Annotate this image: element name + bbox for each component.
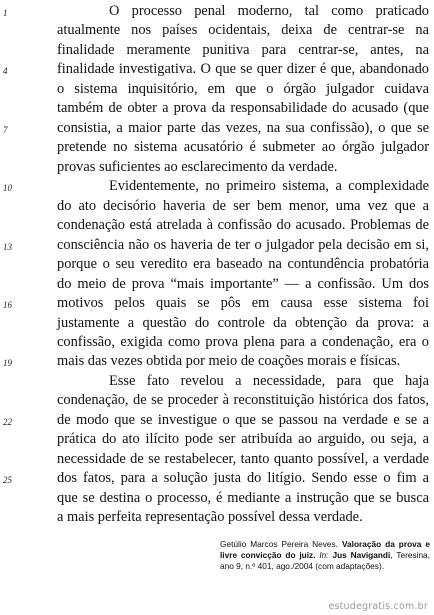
text-line bbox=[3, 2, 429, 21]
text-line bbox=[57, 489, 429, 508]
text-line bbox=[3, 352, 429, 371]
text-line bbox=[57, 80, 429, 99]
text-line bbox=[57, 158, 429, 177]
line-text: prática do ato ilícito pode ser atribuída ao arguido, ou seja, a bbox=[57, 431, 429, 448]
line-text: motivos pelos quais se pôs em causa esse sistema foi bbox=[57, 295, 429, 312]
line-number: 1 bbox=[3, 8, 8, 18]
line-number: 25 bbox=[3, 475, 12, 486]
line-number: 22 bbox=[3, 416, 12, 427]
line-text: provas suficientes ao esclarecimento da verdade. bbox=[57, 158, 338, 175]
text-line bbox=[57, 41, 429, 60]
line-number: 10 bbox=[3, 183, 12, 194]
citation bbox=[220, 539, 430, 573]
line-number: 7 bbox=[3, 124, 8, 135]
text-line bbox=[57, 508, 429, 527]
line-text: atualmente nos países ocidentais, deixa de centrar-se na bbox=[57, 22, 429, 39]
line-text: consciência não os haveria de ter o julgador pela decisão em si, bbox=[57, 236, 429, 253]
line-text: de modo que se investigue o que se passou na verdade e se a bbox=[57, 411, 429, 428]
line-text: finalidade meramente punitiva para centrar-se, antes, na bbox=[57, 41, 429, 58]
text-line bbox=[3, 60, 429, 79]
line-text: porque o seu veredito era baseado na contundência probatória bbox=[57, 256, 429, 273]
text-line bbox=[57, 255, 429, 274]
line-text: o sistema inquisitório, em que o órgão julgador cuidava bbox=[57, 80, 429, 97]
text-line bbox=[3, 294, 429, 313]
line-text: do meio de prova “mais importante” — a confissão. Um dos bbox=[57, 275, 429, 292]
citation-in-label: In: bbox=[319, 550, 329, 561]
line-text: Evidentemente, no primeiro sistema, a complexidade bbox=[109, 178, 429, 195]
citation-journal: Jus Navigandi bbox=[332, 550, 391, 561]
line-number: 16 bbox=[3, 300, 12, 311]
line-text: O processo penal moderno, tal como praticado bbox=[109, 3, 429, 19]
text-line bbox=[57, 391, 429, 410]
text-line bbox=[3, 469, 429, 488]
text-line bbox=[57, 197, 429, 216]
text-line bbox=[57, 138, 429, 157]
text-line bbox=[57, 333, 429, 352]
line-text: do ato decisório haveria de ser bem menor, uma vez que a bbox=[57, 197, 429, 214]
line-text: pretende no sistema acusatório é submeter ao órgão julgador bbox=[57, 139, 429, 156]
line-text: mais das vezes obtida por meio de coações morais e físicas. bbox=[57, 353, 401, 370]
line-text: necessidade de se restabelecer, tanto quanto possível, a verdade bbox=[57, 450, 429, 467]
citation-author: Getúlio Marcos Pereira Neves. bbox=[220, 539, 338, 549]
line-text: finalidade investigativa. O que se quer dizer é que, abandonado bbox=[57, 61, 429, 78]
line-text: que se destina o processo, é mediante a instrução que se busca bbox=[57, 489, 429, 506]
citation-details: , Teresina, ano 9, n.º 401, ago./2004 (com adaptações). bbox=[220, 550, 430, 572]
text-line bbox=[57, 216, 429, 235]
line-number: 4 bbox=[3, 66, 8, 77]
text-line bbox=[57, 450, 429, 469]
line-text: condenação está atrelada à confissão do acusado. Problemas de bbox=[57, 217, 429, 234]
watermark: estudegratis.com.br bbox=[328, 601, 428, 612]
citation-title: Valoração da prova e livre convicção do juiz. bbox=[220, 539, 430, 561]
text-line bbox=[3, 411, 429, 430]
line-number: 19 bbox=[3, 358, 12, 369]
line-text: confissão, exigida como prova plena para a condenação, era o bbox=[57, 333, 429, 350]
line-text: a mais perfeita representação possível dessa verdade. bbox=[57, 509, 363, 526]
line-text: dos fatos, para a solução justa do litígio. Sendo esse o fim a bbox=[57, 470, 429, 487]
text-line bbox=[3, 236, 429, 255]
text-line bbox=[57, 275, 429, 294]
text-line bbox=[57, 372, 429, 391]
text-body bbox=[3, 2, 429, 528]
text-line bbox=[57, 21, 429, 40]
text-line bbox=[57, 430, 429, 449]
text-line bbox=[57, 99, 429, 118]
line-text: justamente a questão do controle da obtenção da prova: a bbox=[57, 314, 429, 331]
text-line bbox=[57, 314, 429, 333]
line-text: consistia, a maior parte das vezes, na sua confissão), o que se bbox=[57, 119, 429, 136]
line-text: condenação, de se proceder à reconstituição histórica dos fatos, bbox=[57, 392, 429, 409]
line-text: também de obter a prova da responsabilidade do acusado (que bbox=[57, 100, 429, 117]
text-line bbox=[3, 177, 429, 196]
line-number: 13 bbox=[3, 241, 12, 252]
line-text: Esse fato revelou a necessidade, para que haja bbox=[109, 372, 429, 389]
text-line bbox=[3, 119, 429, 138]
